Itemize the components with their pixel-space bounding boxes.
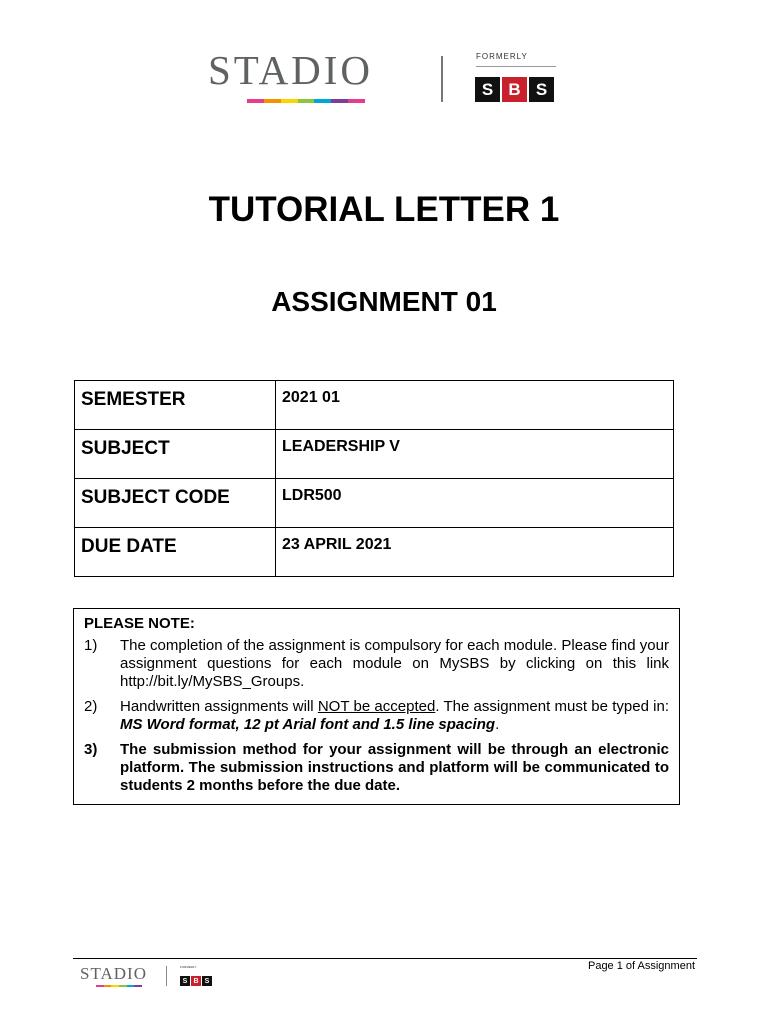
sbs-logo (475, 77, 554, 102)
note-item-text: The completion of the assignment is compulsory for each module. Please find your assignment questions for each module on MySBS by clicking on this link http://bit.ly/MySBS_Groups. (120, 637, 669, 690)
note-item (84, 741, 669, 795)
due-date-label: DUE DATE (75, 528, 276, 577)
note-item-number: 1) (84, 637, 98, 654)
assignment-info-table (74, 380, 674, 577)
due-date-value: 23 APRIL 2021 (276, 528, 674, 577)
page-number: Page 1 of Assignment (587, 960, 695, 972)
footer-sbs-logo (180, 976, 212, 986)
footer-logo-divider (166, 966, 167, 986)
sbs-logo-letter: S (529, 77, 554, 102)
footer-stadio-logo: STADIO (80, 964, 147, 983)
formerly-underline (476, 66, 556, 67)
sbs-logo-letter: S (180, 976, 190, 986)
subject-value: LEADERSHIP V (276, 430, 674, 479)
document-subtitle: ASSIGNMENT 01 (271, 286, 497, 317)
note-item-number: 2) (84, 698, 98, 715)
sbs-logo-letter: S (475, 77, 500, 102)
semester-label: SEMESTER (75, 381, 276, 430)
please-note-box (73, 608, 680, 805)
semester-value: 2021 01 (276, 381, 674, 430)
table-row (75, 381, 674, 430)
subject-code-label: SUBJECT CODE (75, 479, 276, 528)
subject-label: SUBJECT (75, 430, 276, 479)
not-accepted-underline: NOT be accepted (317, 698, 436, 715)
note-item-number: 3) (84, 741, 98, 758)
note-item-text: The submission method for your assignment will be through an electronic platform. The submission instructions and platform will be communicated to students 2 months before the due date. (120, 741, 669, 794)
table-row (75, 430, 674, 479)
stadio-logo-color-bar (247, 99, 365, 103)
sbs-logo-letter: B (502, 77, 527, 102)
table-row (75, 528, 674, 577)
document-title: TUTORIAL LETTER 1 (208, 190, 560, 229)
logo-divider (441, 56, 443, 102)
table-row (75, 479, 674, 528)
footer-rule (73, 958, 697, 959)
note-item (84, 637, 669, 691)
stadio-logo: STADIO (208, 47, 374, 93)
note-text-part: Handwritten assignments will (120, 698, 318, 715)
note-item-text (120, 698, 669, 734)
sbs-logo-letter: B (191, 976, 201, 986)
format-requirements: MS Word format, 12 pt Arial font and 1.5 line spacing (120, 716, 496, 733)
please-note-heading: PLEASE NOTE: (84, 615, 195, 632)
formerly-label: FORMERLY (476, 52, 528, 61)
subject-code-value: LDR500 (276, 479, 674, 528)
note-item (84, 698, 669, 734)
sbs-logo-letter: S (202, 976, 212, 986)
note-text-part: . (495, 716, 500, 733)
note-text-part: . The assignment must be typed in: (435, 698, 670, 715)
footer-formerly-label: FORMERLY (180, 965, 197, 969)
footer-logo-color-bar (96, 985, 142, 987)
